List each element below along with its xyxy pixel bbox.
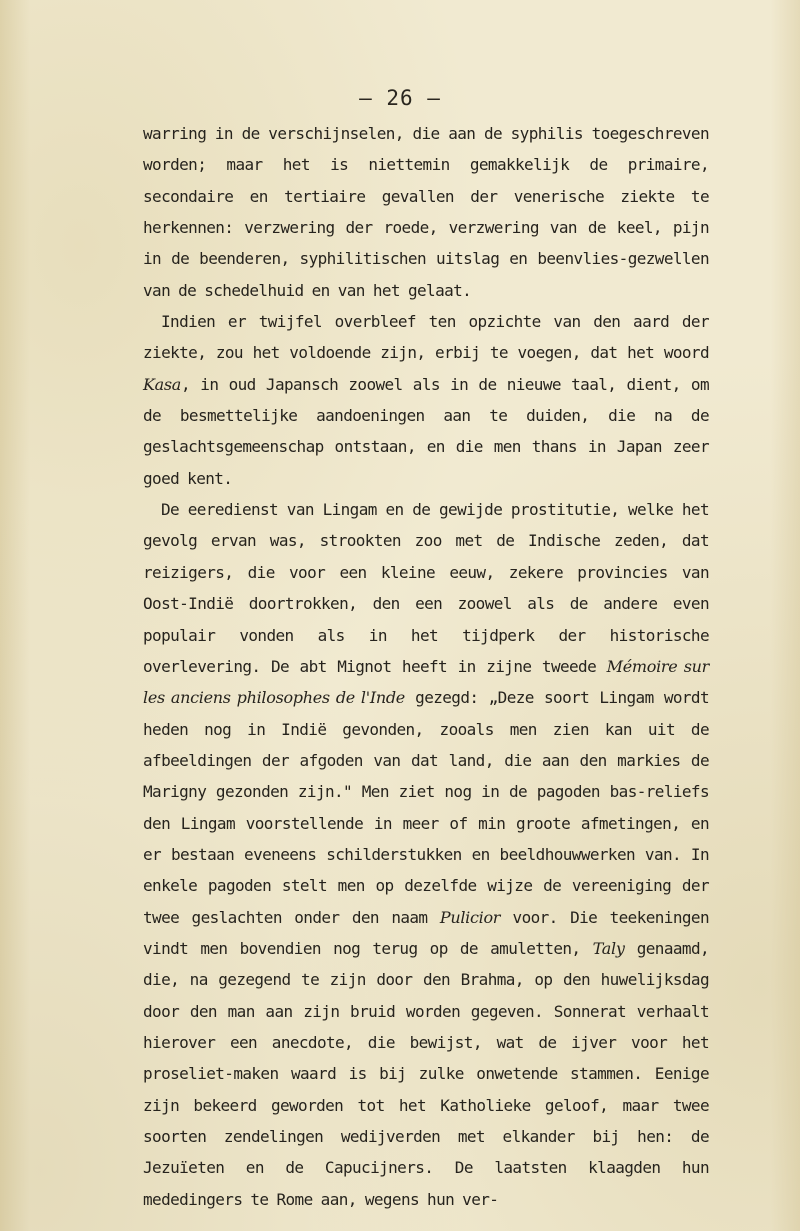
italic-book-title: Mémoire sur les anciens philosophes de l'Inde [143,656,709,708]
page-number: — 26 — [359,86,441,110]
text-segment: gezegd: „Deze soort Lingam wordt heden nog in Indië gevonden, zooals men zien kan uit de afbeeldingen der afgoden van dat land, die aan den markies de Marigny gezonden zijn." Men ziet nog in de pagoden bas-reliefs den Lingam voorstellende in meer of min groote afmetingen, en er bestaan eveneens schilderstukken en beeldhouwwerken van. In enkele pagoden stelt men op dezelfde wijze de vereeniging der twee geslachten onder den naam [143,688,709,927]
italic-term-taly: Taly [592,938,625,958]
paragraph-2 [143,306,709,494]
paragraph-1 [143,118,709,306]
body-text [143,118,709,1215]
text-segment: De eeredienst van Lingam en de gewijde prostitutie, welke het gevolg ervan was, strookten zoo met de Indische zeden, dat reizigers, die voor een kleine eeuw, zekere provincies van Oost-Indië doortrokken, den een zoowel als de andere even populair vonden als in het tijdperk der historische overlevering. De abt Mignot heeft in zijne tweede [143,500,709,676]
paragraph-3 [143,494,709,1215]
text-segment: voor. Die teekeningen vindt men bovendien nog terug op de amuletten, [143,907,709,958]
text-segment: , in oud Japansch zoowel als in de nieuwe taal, dient, om de besmettelijke aandoeningen aan te duiden, die na de geslachtsgemeenschap ontstaan, en die men thans in Japan zeer goed kent. [143,374,709,488]
italic-term-kasa: Kasa [143,374,182,394]
italic-term-pulicior: Pulicior [439,907,501,927]
text-segment: genaamd, die, na gezegend te zijn door den Brahma, op den huwelijksdag door den man aan zijn bruid worden gegeven. Sonnerat verhaalt hierover een anecdote, die bewijst, wat de ijver voor het proseliet-maken waard is bij zulke onwetende stammen. Eenige zijn bekeerd geworden tot het Katholieke geloof, maar twee soorten zendelingen wedijverden met elkander bij hen: de Jezuïeten en de Capucijners. De laatsten klaagden hun mededingers te Rome aan, wegens hun ver- [143,938,710,1209]
text-segment: warring in de verschijnselen, die aan de syphilis toegeschreven worden; maar het is niettemin gemakkelijk de primaire, secondaire en tertiaire gevallen der venerische ziekte te herkennen: verzwering der roede, verzwering van de keel, pijn in de beenderen, syphilitischen uitslag en beenvlies-gezwellen van de schedelhuid en van het gelaat. [143,124,709,300]
text-segment: Indien er twijfel overbleef ten opzichte van den aard der ziekte, zou het voldoende zijn, erbij te voegen, dat het woord [143,312,709,363]
